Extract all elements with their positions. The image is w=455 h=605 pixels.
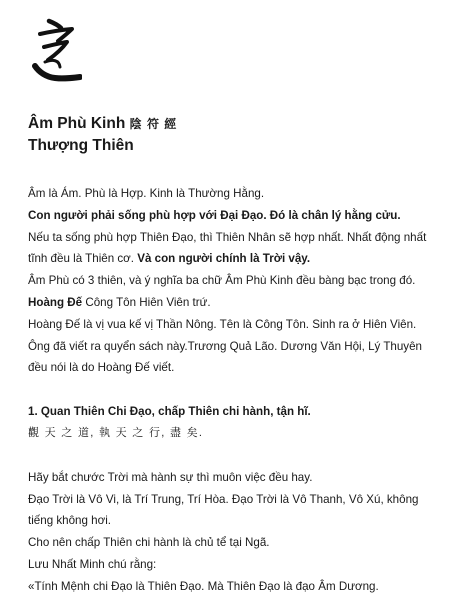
- paragraph-7: Hãy bắt chước Trời mà hành sự thì muôn việc đều hay.: [28, 470, 313, 484]
- page-subtitle: Thượng Thiên: [28, 137, 134, 154]
- section-1-cjk: 觀 天 之 道, 執 天 之 行, 盡 矣.: [28, 426, 204, 439]
- paragraph-5-bold: Hoàng Đế: [28, 295, 83, 309]
- paragraph-4: Âm Phù có 3 thiên, và ý nghĩa ba chữ Âm Phù Kinh đều bàng bạc trong đó.: [28, 274, 416, 288]
- spacer: [28, 445, 430, 467]
- paragraph-5-rest: Công Tôn Hiên Viên trứ.: [85, 295, 211, 309]
- section-1-heading: 1. Quan Thiên Chi Đạo, chấp Thiên chi hành, tận hĩ.: [28, 405, 311, 419]
- document-body: [28, 183, 430, 598]
- paragraph-1: Âm là Ám. Phù là Hợp. Kinh là Thường Hằng.: [28, 187, 265, 200]
- title-block: [28, 113, 177, 156]
- title-main: Âm Phù Kinh: [28, 115, 126, 132]
- page-title: [28, 113, 177, 135]
- paragraph-5: [28, 292, 430, 314]
- spacer: [28, 379, 430, 401]
- calligraphy-logo: [27, 17, 82, 85]
- paragraph-3-bold: Và con người chính là Trời vậy.: [137, 252, 311, 266]
- paragraph-8: Đạo Trời là Vô Vi, là Trí Trung, Trí Hòa. Đạo Trời là Vô Thanh, Vô Xú, không tiếng không hơi.: [28, 492, 419, 528]
- paragraph-3-text: Nếu ta sống phù hợp Thiên Đạo, thì Thiên Nhân sẽ hợp nhất. Nhất động nhất tĩnh đều là Thiên cơ.: [28, 230, 427, 266]
- title-cjk: 陰 符 經: [129, 117, 178, 131]
- paragraph-9: Cho nên chấp Thiên chi hành là chủ tể tại Ngã.: [28, 536, 270, 550]
- paragraph-10: Lưu Nhất Minh chú rằng:: [28, 557, 157, 571]
- paragraph-6: Hoàng Đế là vị vua kế vị Thần Nông. Tên là Công Tôn. Sinh ra ở Hiên Viên. Ông đã viết ra quyển sách này.Trương Quả Lão. Dương Văn Hội, Lý Thuyên đều nói là do Hoàng Đế viết.: [28, 317, 422, 375]
- paragraph-11: «Tính Mệnh chi Đạo là Thiên Đạo. Mà Thiên Đạo là đạo Âm Dương.: [28, 579, 379, 593]
- paragraph-3: [28, 227, 430, 271]
- paragraph-2: Con người phải sống phù hợp với Đại Đạo. Đó là chân lý hằng cửu.: [28, 208, 401, 222]
